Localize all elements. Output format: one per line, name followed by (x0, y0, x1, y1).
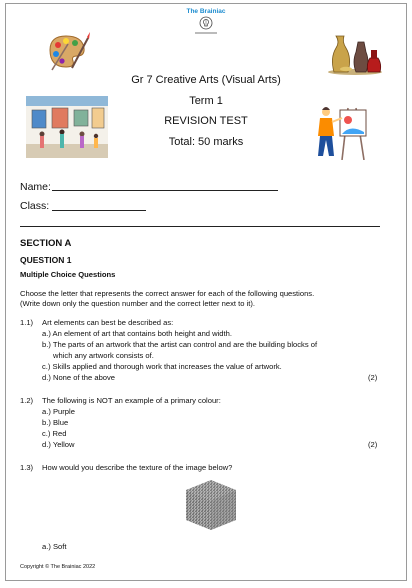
name-field[interactable] (52, 190, 278, 191)
subject-title: Gr 7 Creative Arts (Visual Arts) (131, 74, 281, 86)
brain-logo-icon (199, 16, 213, 30)
q1-option-b: b.) The parts of an artwork that the artist can control and are the building blocks of (42, 340, 318, 349)
instructions-line-1: Choose the letter that represents the correct answer for each of the following questions. (20, 289, 315, 298)
class-label: Class: (20, 200, 50, 212)
q2-marks: (2) (368, 440, 378, 449)
q3-option-a: a.) Soft (42, 542, 67, 551)
brand-name: The Brainiac (186, 8, 226, 15)
q3-text: How would you describe the texture of the image below? (42, 463, 233, 472)
q1-option-d: d.) None of the above (42, 373, 116, 382)
vase-still-life-icon (326, 28, 384, 76)
total-marks: Total: 50 marks (168, 136, 244, 148)
q1-text: Art elements can best be described as: (42, 318, 174, 327)
gallery-illustration (26, 96, 108, 158)
section-title: SECTION A (20, 238, 72, 249)
copyright-footer: Copyright © The Brainiac 2022 (20, 564, 96, 570)
question-title: QUESTION 1 (20, 255, 72, 265)
class-field[interactable] (52, 210, 146, 211)
q2-option-b: b.) Blue (42, 418, 69, 427)
palette-icon (44, 30, 90, 72)
q1-marks: (2) (368, 373, 378, 382)
q2-text: The following is NOT an example of a primary colour: (42, 396, 221, 405)
q1-option-c: c.) Skills applied and thorough work that increases the value of artwork. (42, 362, 282, 371)
texture-cube-image (182, 476, 240, 534)
mcq-subtitle: Multiple Choice Questions (20, 270, 116, 279)
q2-option-c: c.) Red (42, 429, 67, 438)
name-label: Name: (20, 181, 51, 193)
q1-number: 1.1) (20, 318, 34, 327)
q2-option-d: d.) Yellow (42, 440, 75, 449)
instructions-line-2: (Write down only the question number and the correct letter next to it). (20, 299, 255, 308)
brand-underline (195, 32, 217, 34)
q1-option-b-cont: which any artwork consists of. (53, 351, 154, 360)
section-divider (20, 226, 380, 227)
q3-number: 1.3) (20, 463, 34, 472)
q1-option-a: a.) An element of art that contains both height and width. (42, 329, 232, 338)
test-title: REVISION TEST (164, 115, 248, 127)
q2-number: 1.2) (20, 396, 34, 405)
term-label: Term 1 (189, 95, 223, 107)
q2-option-a: a.) Purple (42, 407, 75, 416)
worksheet-page (5, 3, 407, 581)
painter-illustration (310, 104, 368, 160)
